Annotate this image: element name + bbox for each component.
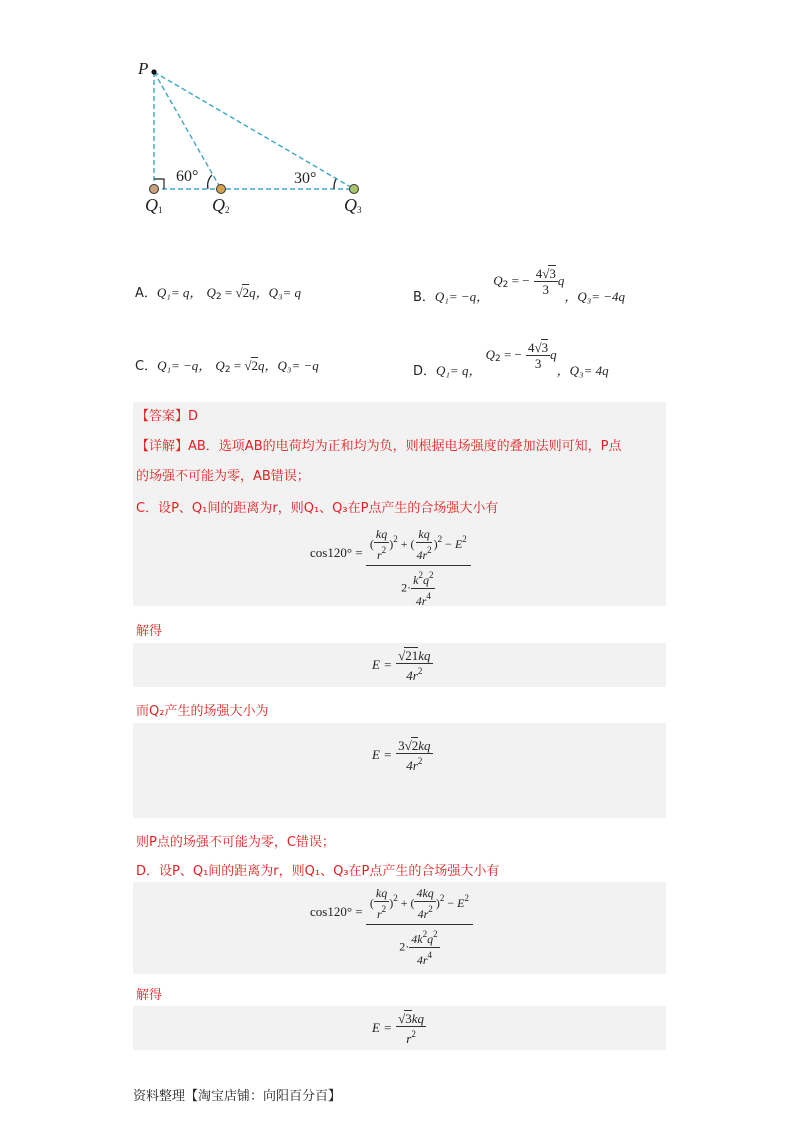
footer-text: 资料整理【淘宝店铺：向阳百分百】 — [133, 1089, 342, 1104]
equation-cos-2: cos120° = ( $\frac{kq}{r^2}$ )$^2$ + ( $\frac{4kq}{4r^2}$ )$^2 - E^2$ 2· $\frac{4k^2q^2}{4r^4}$ — [310, 886, 473, 968]
solve-label-1: 解得 — [136, 624, 163, 639]
equation-e-sqrt21: E = $\frac{√21kq}{4r^2}$ — [372, 648, 431, 683]
label-q2: $Q_2$ — [212, 195, 230, 215]
angle-arc-60 — [208, 175, 212, 189]
option-a: A．Q₁= q， $Q_2 = √2q$，Q₃= q — [135, 285, 302, 302]
c-intro: C．设P、Q₁间的距离为r，则Q₁、Q₃在P点产生的合场强大小有 — [136, 501, 499, 516]
detail-line-1: 【详解】AB．选项AB的电荷均为正和均为负，则根据电场强度的叠加法则可知，P点 — [136, 439, 622, 454]
angle-arc-30 — [334, 179, 336, 189]
equation-cos-1: cos120° = ( $\frac{kq}{r^2}$ )$^2$ + ( $\frac{kq}{4r^2}$ )$^2 - E^2$ 2· $\frac{k^2q^2}{4r^4}$ — [310, 527, 471, 609]
answer-label: 【答案】D — [136, 409, 199, 424]
solve-label-2: 解得 — [136, 988, 163, 1003]
detail-line-2: 的场强不可能为零，AB错误； — [136, 469, 310, 484]
label-q3: $Q_3$ — [344, 195, 362, 215]
angle-30-label: 30° — [294, 170, 317, 187]
option-b: B．Q₁= −q， $Q_2$ = − $\frac{4√3}{3}$ q，Q₃= −4q — [413, 266, 626, 305]
point-p — [151, 69, 156, 74]
d-intro: D．设P、Q₁间的距离为r，则Q₁、Q₃在P点产生的合场强大小有 — [136, 864, 500, 879]
charge-q3 — [350, 185, 359, 194]
equation-e-3sqrt2: E = $\frac{3√2kq}{4r^2}$ — [372, 738, 431, 773]
angle-60-label: 60° — [176, 168, 199, 185]
option-c: C．Q₁= −q， $Q_2 = √2q$，Q₃= −q — [135, 358, 319, 375]
equation-e-sqrt3: E = $\frac{√3kq}{r^2}$ — [372, 1011, 425, 1046]
c-conclusion: 则P点的场强不可能为零，C错误； — [136, 835, 335, 850]
q2-field-text: 而Q₂产生的场强大小为 — [136, 704, 269, 719]
label-q1: $Q_1$ — [145, 195, 163, 215]
label-p: P — [138, 59, 149, 78]
option-d: D．Q₁= q， $Q_2$ = − $\frac{4√3}{3}$ q，Q₃= 4q — [413, 340, 609, 379]
charge-q1 — [150, 185, 159, 194]
charge-q2 — [217, 185, 226, 194]
